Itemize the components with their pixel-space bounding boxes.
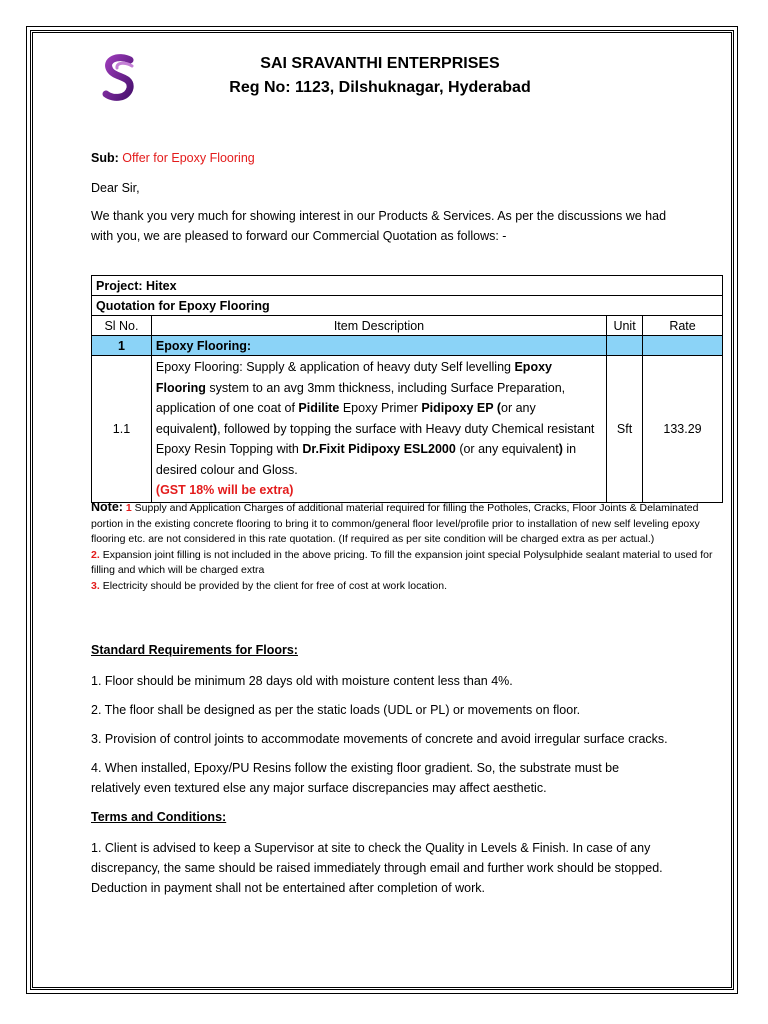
letterhead [150,52,610,100]
requirement-item: 3. Provision of control joints to accommodate movements of concrete and avoid irregular surface cracks. [91,732,668,746]
note-number: 2. [91,548,100,561]
quotation-table [91,275,723,503]
intro-line: We thank you very much for showing interest in our Products & Services. As per the discussions we had [91,209,667,223]
item-description [151,356,606,503]
desc-part: (or any equivalent [455,442,559,456]
desc-part: or any equivalent [155,401,536,436]
desc-bold: Pidilite [298,401,340,415]
header-desc: Item Description [151,316,606,336]
intro-paragraph [91,206,725,246]
desc-bold: Epoxy Flooring [155,360,552,395]
terms-line: discrepancy, the same should be raised immediately through email and further work should be stopped. [91,861,663,875]
company-reg: Reg No: 1123, Dilshuknagar, Hyderabad [229,79,531,96]
gst-note: (GST 18% will be extra) [155,483,294,497]
note-number: 3. [91,579,100,592]
header-sl: Sl No. [92,316,152,336]
terms-heading: Terms and Conditions: [91,810,227,824]
project-row [92,276,723,296]
desc-bold: ) [212,421,218,436]
requirement-item: 2. The floor shall be designed as per the static loads (UDL or PL) or movements on floor. [91,703,581,717]
subject-text: Offer for Epoxy Flooring [122,151,255,165]
notes-block [91,500,731,594]
standard-heading: Standard Requirements for Floors: [91,643,298,657]
desc-part: system to an avg 3mm thickness, including Surface Preparation, application of one coat of [155,380,566,415]
note-1 [91,500,731,548]
note-text: Expansion joint filling is not included in the above pricing. To fill the expansion joint special Polysulphide sealant material to used for filling and which will be charged extra [91,548,713,576]
subject-label: Sub: [91,151,119,165]
note-3 [91,579,731,595]
section-row [92,336,723,356]
requirement-item [91,758,725,798]
desc-part: Epoxy Primer [339,401,422,415]
table-title-row [92,296,723,316]
intro-line: with you, we are pleased to forward our Commercial Quotation as follows: - [91,229,507,243]
item-rate: 133.29 [643,356,723,503]
note-number: 1 [125,502,132,514]
subject-line [91,148,725,168]
note-text: Supply and Application Charges of additional material required for filling the Potholes, Cracks, Floor Joints & Delaminated portion in the existing concrete flooring to bring it to common/general floor level/profile prior to installation of new self leveling epoxy flooring etc. are not considered in this rate quotation. (If required as per site condition will be charged extra as per actual.) [91,502,700,545]
table-row [92,356,723,503]
terms-line: 1. Client is advised to keep a Supervisor at site to check the Quality in Levels & Finish. In case of any [91,841,651,855]
table-title-cell: Quotation for Epoxy Flooring [92,296,723,316]
section-rate-empty [643,336,723,356]
header-rate: Rate [643,316,723,336]
greeting: Dear Sir, [91,181,140,195]
header-row [92,316,723,336]
header-unit: Unit [607,316,643,336]
desc-part: , followed by topping the surface with Heavy duty Chemical resistant Epoxy Resin Topping with [155,421,595,456]
requirement-line: relatively even textured else any major surface discrepancies may affect aesthetic. [91,781,547,795]
section-sl: 1 [92,336,152,356]
s-monogram-logo-icon [90,48,150,108]
desc-part: in desired colour and Gloss. [155,442,577,477]
desc-part: Epoxy Flooring: Supply & application of heavy duty Self levelling [155,360,515,374]
project-cell: Project: Hitex [92,276,723,296]
desc-bold: ) [558,442,563,456]
terms-line: Deduction in payment shall not be entertained after completion of work. [91,881,485,895]
requirement-item: 1. Floor should be minimum 28 days old with moisture content less than 4%. [91,674,513,688]
desc-bold: Pidipoxy EP ( [421,401,501,415]
section-unit-empty [607,336,643,356]
company-name: SAI SRAVANTHI ENTERPRISES [260,55,500,72]
note-text: Electricity should be provided by the client for free of cost at work location. [102,579,448,592]
note-label: Note: [91,500,123,514]
requirement-line: 4. When installed, Epoxy/PU Resins follow the existing floor gradient. So, the substrate must be [91,761,620,775]
note-2 [91,548,731,579]
terms-item [91,838,725,898]
desc-bold: Dr.Fixit Pidipoxy ESL2000 [302,442,456,456]
item-unit: Sft [607,356,643,503]
section-label: Epoxy Flooring: [151,336,606,356]
item-sl: 1.1 [92,356,152,503]
